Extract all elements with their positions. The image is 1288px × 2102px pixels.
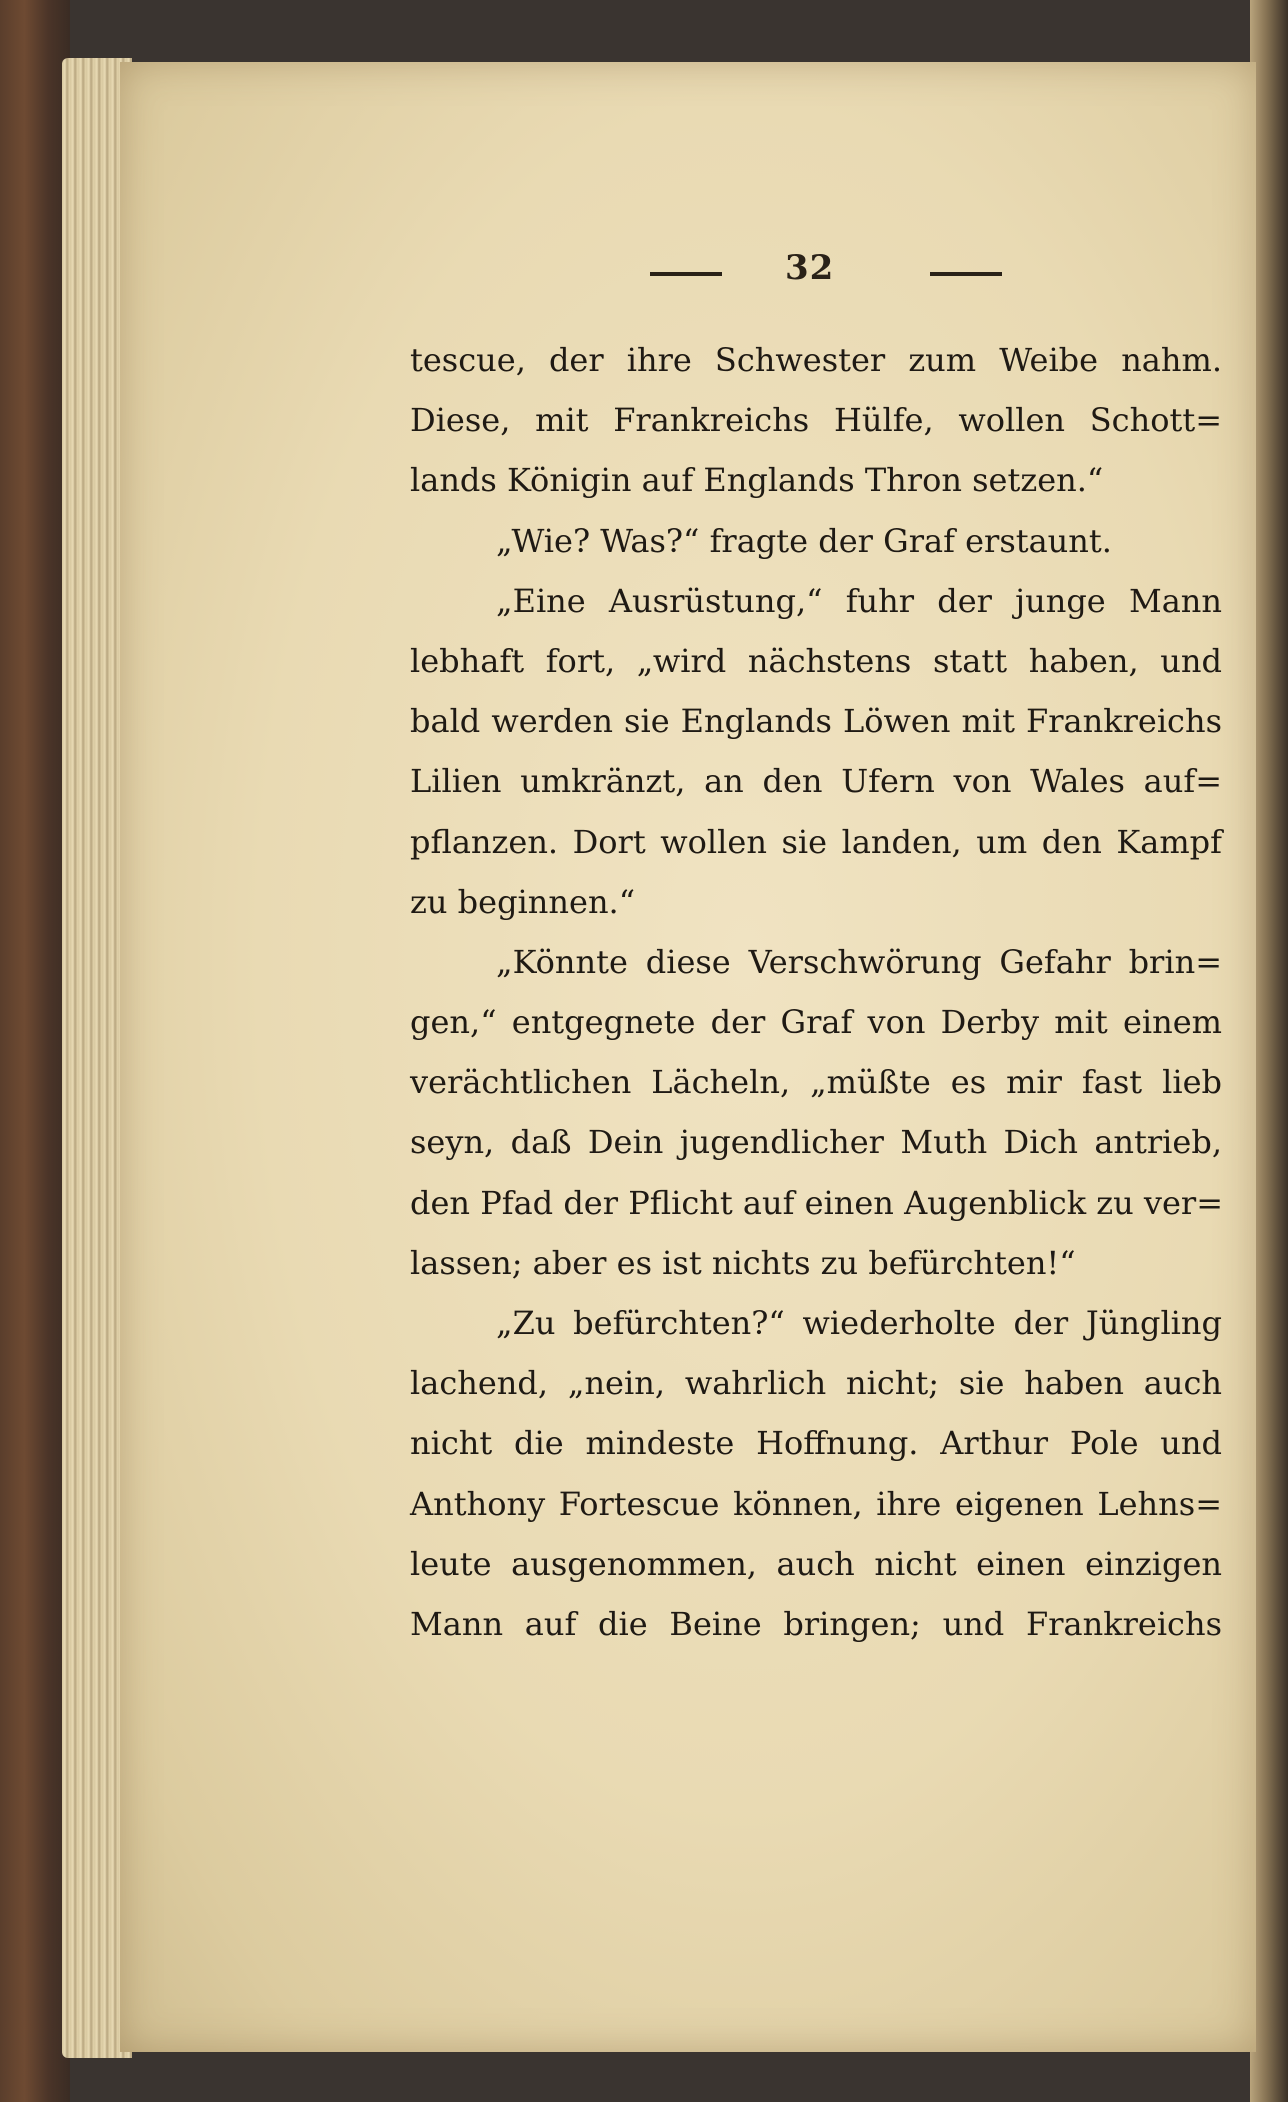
book-cover-left bbox=[0, 0, 70, 2102]
header-dash-left bbox=[650, 272, 722, 276]
page-number: 32 bbox=[785, 248, 835, 288]
text-line: Mann auf die Beine bringen; und Frankreichs bbox=[410, 1604, 1222, 1643]
text-line: verächtlichen Lächeln, „müßte es mir fast lieb bbox=[410, 1063, 1222, 1102]
text-line: lands Königin auf Englands Thron setzen.“ bbox=[410, 461, 1104, 500]
text-line: pflanzen. Dort wollen sie landen, um den Kampf bbox=[410, 822, 1222, 861]
page-text bbox=[410, 330, 1222, 1654]
text-line: tescue, der ihre Schwester zum Weibe nahm. bbox=[410, 341, 1222, 379]
text-line: „Wie? Was?“ fragte der Graf erstaunt. bbox=[496, 521, 1112, 560]
text-line: seyn, daß Dein jugendlicher Muth Dich antrieb, bbox=[410, 1123, 1222, 1162]
text-line: leute ausgenommen, auch nicht einen einzigen bbox=[410, 1544, 1222, 1583]
text-line: Diese, mit Frankreichs Hülfe, wollen Schott= bbox=[410, 401, 1222, 440]
header-dash-right bbox=[930, 272, 1002, 276]
text-line: bald werden sie Englands Löwen mit Frankreichs bbox=[410, 702, 1222, 741]
text-line: lebhaft fort, „wird nächstens statt haben, und bbox=[410, 641, 1222, 680]
text-line: „Eine Ausrüstung,“ fuhr der junge Mann bbox=[496, 581, 1222, 620]
text-line: „Könnte diese Verschwörung Gefahr brin= bbox=[496, 942, 1222, 981]
text-line: zu beginnen.“ bbox=[410, 882, 636, 921]
text-line: lassen; aber es ist nichts zu befürchten!“ bbox=[410, 1243, 1076, 1282]
text-line: nicht die mindeste Hoffnung. Arthur Pole und bbox=[410, 1424, 1222, 1463]
text-line: Lilien umkränzt, an den Ufern von Wales auf= bbox=[410, 762, 1222, 801]
page-header bbox=[530, 248, 990, 298]
text-line: gen,“ entgegnete der Graf von Derby mit einem bbox=[410, 1003, 1222, 1042]
text-line: Anthony Fortescue können, ihre eigenen Lehns= bbox=[410, 1484, 1222, 1523]
text-line: lachend, „nein, wahrlich nicht; sie haben auch bbox=[410, 1364, 1222, 1403]
text-line: den Pfad der Pflicht auf einen Augenblick zu ver= bbox=[410, 1183, 1224, 1222]
text-line: „Zu befürchten?“ wiederholte der Jüngling bbox=[496, 1304, 1222, 1342]
